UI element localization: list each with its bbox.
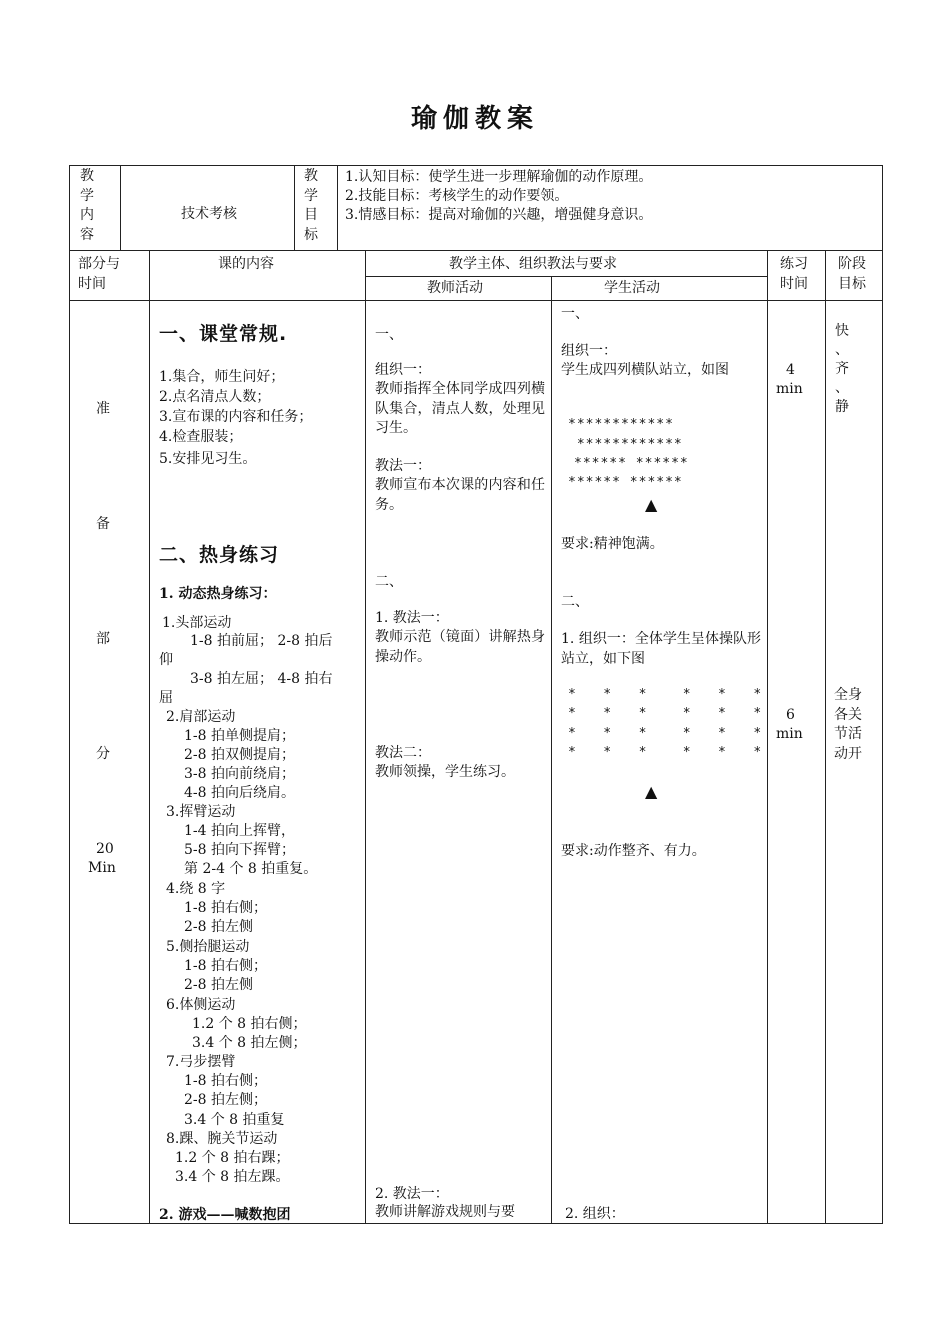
part-char-2: 备 <box>96 516 110 532</box>
warmup-arm-2: 5-8 拍向下挥臂； <box>184 842 295 858</box>
warmup-eight-2: 2-8 拍左侧 <box>184 919 253 935</box>
practice-time-2-unit: min <box>776 726 803 742</box>
game-title: 2. 游戏——喊数抱团 <box>159 1207 291 1223</box>
stage-goal-1-d: 、 <box>835 380 849 396</box>
practice-time-1-unit: min <box>776 381 803 397</box>
teacher-position-marker-2: ▲ <box>645 782 658 801</box>
content-label: 教学内容 <box>80 168 94 243</box>
teacher-s2: 二、 <box>375 574 403 590</box>
warmup-head-2b: 屈 <box>159 690 173 706</box>
content-value: 技术考核 <box>181 206 237 222</box>
warmup-arm-1: 1-4 拍向上挥臂， <box>184 823 295 839</box>
student-org1-label: 组织一： <box>561 343 617 359</box>
warmup-head: 1.头部运动 <box>162 615 232 631</box>
formation-1-row-2: ************ <box>568 437 683 452</box>
sec1-item-5: 5.安排见习生。 <box>159 451 257 467</box>
formation-2-row-2: * * * * * * <box>568 706 763 721</box>
warmup-shoulder-4: 4-8 拍向后绕肩。 <box>184 785 295 801</box>
warmup-lunge: 7.弓步摆臂 <box>166 1054 236 1070</box>
warmup-eight-1: 1-8 拍右侧； <box>184 900 267 916</box>
warmup-arm: 3.挥臂运动 <box>166 804 236 820</box>
col-method: 教学主体、组织教法与要求 <box>449 256 617 272</box>
stage-goal-2: 全身各关节活动开 <box>834 687 862 762</box>
sec1-item-2: 2.点名清点人数； <box>159 389 271 405</box>
teacher-game-label: 2. 教法一： <box>375 1186 449 1202</box>
formation-1-row-4: ****** ****** <box>568 475 683 490</box>
warmup-arm-3: 第 2-4 个 8 拍重复。 <box>184 861 318 877</box>
formation-1-row-1: ************ <box>568 417 674 432</box>
formation-2-row-1: * * * * * * <box>568 687 763 702</box>
part-time-num: 20 <box>96 841 114 857</box>
part-char-1: 准 <box>96 401 110 417</box>
stage-goal-1-a: 快 <box>835 323 849 339</box>
teacher-game-text: 教师讲解游戏规则与要 <box>375 1204 515 1220</box>
part-char-3: 部 <box>96 631 110 647</box>
formation-2-row-3: * * * * * * <box>568 726 763 741</box>
warmup-shoulder-3: 3-8 拍向前绕肩； <box>184 766 295 782</box>
warmup-lunge-3: 3.4 个 8 拍重复 <box>184 1112 285 1128</box>
sec1-item-1: 1.集合，师生问好； <box>159 369 285 385</box>
section-1-title: 一、课堂常规. <box>159 323 288 345</box>
warmup-side: 6.体侧运动 <box>166 997 236 1013</box>
teacher-s1: 一、 <box>375 327 403 343</box>
student-req2: 要求:动作整齐、有力。 <box>561 843 706 859</box>
sec1-item-4: 4.检查服装； <box>159 429 243 445</box>
teacher-position-marker-1: ▲ <box>645 495 658 514</box>
sec1-item-3: 3.宣布课的内容和任务； <box>159 409 313 425</box>
part-time-unit: Min <box>88 860 116 876</box>
col-stage-goal: 阶段 目标 <box>838 256 866 292</box>
warmup-shoulder-1: 1-8 拍单侧提肩； <box>184 728 295 744</box>
student-org2-text: 1. 组织一：全体学生呈体操队形站立，如下图 <box>561 631 761 667</box>
warmup-side-2: 3.4 个 8 拍左侧； <box>192 1035 307 1051</box>
warmup-leg-1: 1-8 拍右侧； <box>184 958 267 974</box>
teacher-m2-text: 教师示范（镜面）讲解热身操动作。 <box>375 629 545 665</box>
warmup-head-2: 3-8 拍左屈； 4-8 拍右 <box>190 671 333 687</box>
col-practice-time: 练习 时间 <box>780 256 808 292</box>
warmup-head-1b: 仰 <box>159 652 173 668</box>
col-teacher: 教师活动 <box>427 280 483 296</box>
formation-1-row-3: ****** ****** <box>574 456 689 471</box>
teacher-m3-text: 教师领操，学生练习。 <box>375 764 515 780</box>
goal-label: 教学目标 <box>304 168 318 243</box>
warmup-shoulder: 2.肩部运动 <box>166 709 236 725</box>
section-2-subtitle: 1. 动态热身练习： <box>159 586 277 602</box>
goal-2: 2.技能目标：考核学生的动作要领。 <box>345 188 569 204</box>
warmup-head-1: 1-8 拍前屈； 2-8 拍后 <box>190 633 333 649</box>
stage-goal-1-c: 齐 <box>835 361 849 377</box>
warmup-side-1: 1.2 个 8 拍右侧； <box>192 1016 307 1032</box>
student-s1: 一、 <box>561 306 589 322</box>
warmup-leg-2: 2-8 拍左侧 <box>184 977 253 993</box>
part-char-4: 分 <box>96 746 110 762</box>
practice-time-2-num: 6 <box>786 707 795 723</box>
student-org1-text: 学生成四列横队站立，如图 <box>561 362 729 378</box>
page-title: 瑜伽教案 <box>410 104 539 134</box>
stage-goal-1-e: 静 <box>835 399 849 415</box>
warmup-shoulder-2: 2-8 拍双侧提肩； <box>184 747 295 763</box>
warmup-ankle-1: 1.2 个 8 拍右踝； <box>175 1150 290 1166</box>
teacher-m3-label: 教法二： <box>375 745 431 761</box>
practice-time-1-num: 4 <box>786 362 795 378</box>
student-org3: 2. 组织： <box>565 1206 625 1222</box>
teacher-org1-text: 教师指挥全体同学成四列横队集合，清点人数，处理见习生。 <box>375 381 545 436</box>
goal-3: 3.情感目标：提高对瑜伽的兴趣，增强健身意识。 <box>345 207 653 223</box>
warmup-eight: 4.绕 8 字 <box>166 881 226 897</box>
section-2-title: 二、热身练习 <box>159 544 280 566</box>
teacher-method1-label: 教法一： <box>375 458 431 474</box>
formation-2-row-4: * * * * * * <box>568 745 763 760</box>
student-s2: 二、 <box>561 594 589 610</box>
warmup-lunge-2: 2-8 拍左侧； <box>184 1092 267 1108</box>
teacher-m2-label: 1. 教法一： <box>375 610 449 626</box>
teacher-method1-text: 教师宣布本次课的内容和任务。 <box>375 477 545 513</box>
warmup-leg: 5.侧抬腿运动 <box>166 939 250 955</box>
warmup-ankle: 8.踝、腕关节运动 <box>166 1131 278 1147</box>
col-part-time: 部分与 时间 <box>78 256 120 292</box>
col-student: 学生活动 <box>604 280 660 296</box>
teacher-org1-label: 组织一： <box>375 362 431 378</box>
warmup-lunge-1: 1-8 拍右侧； <box>184 1073 267 1089</box>
col-content: 课的内容 <box>218 256 274 272</box>
student-req1: 要求:精神饱满。 <box>561 536 664 552</box>
warmup-ankle-2: 3.4 个 8 拍左踝。 <box>175 1169 290 1185</box>
stage-goal-1-b: 、 <box>835 342 849 358</box>
goal-1: 1.认知目标：使学生进一步理解瑜伽的动作原理。 <box>345 169 653 185</box>
